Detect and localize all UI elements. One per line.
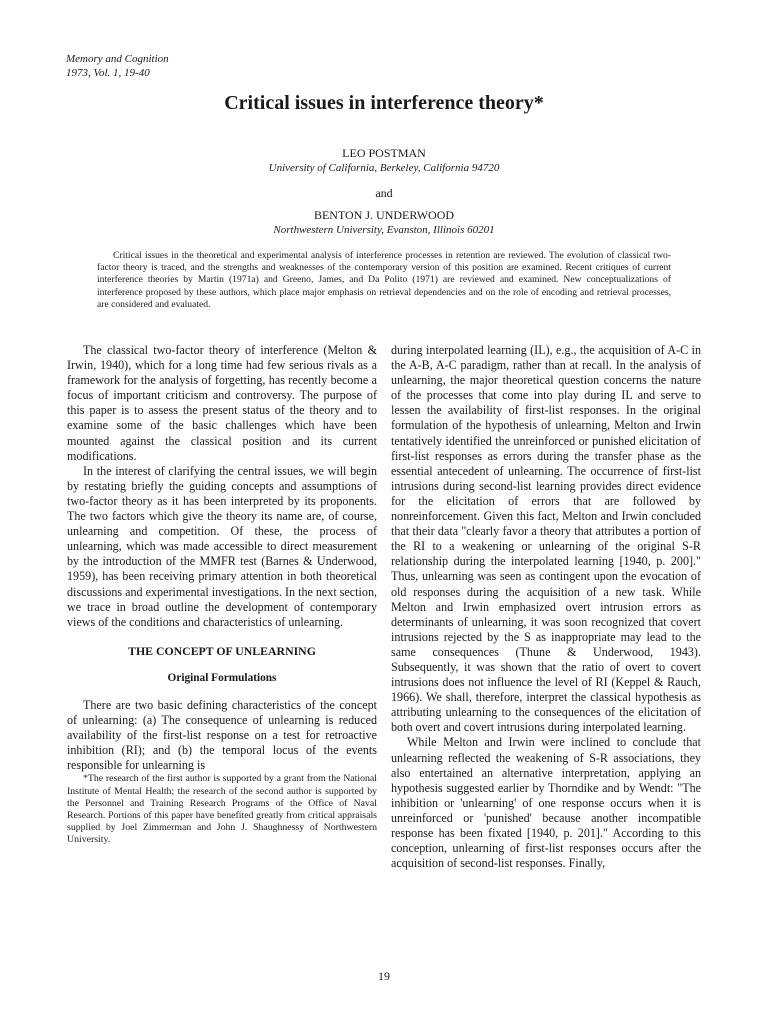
body-paragraph: In the interest of clarifying the central issues, we will begin by restating briefly the guiding concepts and assumptions of two-factor theory as it has been interpreted by its proponents. The two factors which give the theory its name are, of course, unlearning and competition. Of these, the process of unlearning, which was made accessible to direct measurement by the introduction of the MMFR test (Barnes & Underwood, 1959), has been receiving primary attention in both theoretical discussions and experimental investigations. In the next section, we trace in broad outline the development of contemporary views of the conditions and characteristics of unlearning.: [67, 463, 378, 629]
author-name-2: BENTON J. UNDERWOOD: [313, 208, 455, 222]
journal-name: Memory and Cognition: [66, 53, 169, 65]
body-paragraph: There are two basic defining characteristics of the concept of unlearning: (a) The consequence of unlearning is reduced availability of the first-list response on a test for retroactive inhibition (RI); and (b) the temporal locus of the events responsible for unlearning is: [67, 697, 377, 773]
author-separator: and: [375, 186, 393, 200]
author-affiliation-1: University of California, Berkeley, California 94720: [268, 162, 500, 174]
paper-title: Critical issues in interference theory*: [224, 92, 544, 114]
subsection-heading: Original Formulations: [167, 671, 277, 684]
left-column: [67, 343, 377, 847]
author-affiliation-2: Northwestern University, Evanston, Illinois 60201: [273, 224, 495, 236]
body-paragraph: While Melton and Irwin were inclined to conclude that unlearning reflected the weakening of S-R associations, they also entertained an alternative interpretation, applying an hypothesis suggested earlier by Thorndike and by Wendt: "The inhibition or 'unlearning' of one response occurs when it is unreinforced or 'punished' because another incompatible response has been fixated [1940, p. 201]." According to this conception, unlearning of first-list responses occurs after the acquisition of second-list responses. Finally,: [391, 735, 701, 871]
abstract: Critical issues in the theoretical and experimental analysis of interference processes in retention are reviewed. The evolution of classical two-factor theory is traced, and the strengths and weaknesses of the contemporary version of this position are examined. Recent critiques of current interference theories by Martin (1971a) and Greeno, James, and Da Polito (1971) are reviewed and examined. New conceptualizations of interference proposed by these authors, which place major emphasis on retrieval dependencies and on the role of encoding and retrieval processes, are considered and evaluated.: [97, 250, 671, 310]
journal-citation: [66, 52, 169, 80]
footnote: *The research of the first author is supported by a grant from the National Institute of Mental Health; the research of the second author is supported by the Personnel and Training Research Programs of the Office of Naval Research. Portions of this paper have benefited greatly from critical appraisals supplied by Joel Zimmerman and John J. Shaughnessy of Northwestern University.: [67, 773, 377, 846]
page-number: 19: [378, 969, 390, 983]
body-paragraph: The classical two-factor theory of interference (Melton & Irwin, 1940), which for a long time had few serious rivals as a framework for the analysis of forgetting, has recently become a focus of important criticism and controversy. The purpose of this paper is to assess the present status of the theory and to examine some of the basic challenges which have been mounted against the classical position and its current modifications.: [67, 343, 377, 463]
author-name-1: LEO POSTMAN: [342, 146, 426, 160]
section-heading: THE CONCEPT OF UNLEARNING: [128, 643, 316, 658]
right-column: [391, 343, 701, 871]
body-paragraph: during interpolated learning (IL), e.g., the acquisition of A-C in the A-B, A-C paradigm, rather than at recall. In the analysis of unlearning, the major theoretical question concerns the nature of the processes that come into play during IL and serve to lessen the availability of first-list responses. In the original formulation of the hypothesis of unlearning, Melton and Irwin tentatively identified the unreinforced or punished elicitation of first-list responses as errors during the transfer phase as the essential antecedent of unlearning. The occurrence of first-list intrusions during second-list learning provides direct evidence for the elicitation of errors that are followed by nonreinforcement. Given this fact, Melton and Irwin concluded that their data "clearly favor a theory that attributes a portion of the RI to a weakening or unlearning of the original S-R relationship during the interpolated learning [1940, p. 200]." Thus, unlearning was seen as contingent upon the evocation of old responses during the acquisition of a new task. While Melton and Irwin emphasized overt intrusion errors as determinants of unlearning, it was soon recognized that covert intrusions rejected by the S as inappropriate may lead to the same consequences (Thune & Underwood, 1943). Subsequently, it was shown that the ratio of overt to covert intrusions does not influence the level of RI (Keppel & Rauch, 1966). We shall, therefore, interpret the classical hypothesis as attributing unlearning to the consequences of the elicitation of both overt and covert intrusions during interpolated learning.: [391, 343, 701, 735]
journal-volume: 1973, Vol. 1, 19-40: [66, 67, 150, 79]
